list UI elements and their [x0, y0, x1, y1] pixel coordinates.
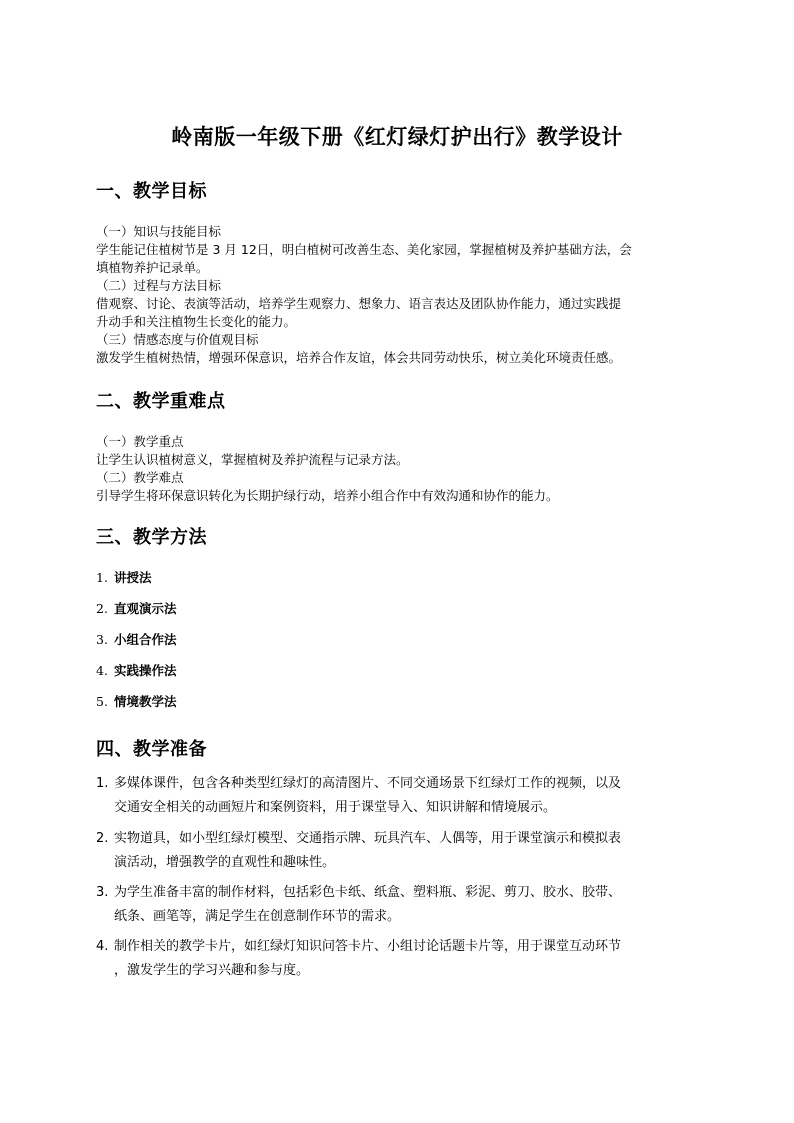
list-item: [96, 661, 177, 681]
list-item-text: 小组合作法: [114, 632, 177, 647]
goals-text-line: 升动手和关注植物生长变化的能力。: [96, 314, 297, 329]
list-item: [96, 935, 702, 983]
list-item-text: 制作相关的教学卡片，如红绿灯知识问答卡片、小组讨论话题卡片等，用于课堂互动环节: [114, 939, 622, 954]
section-heading-methods: 三、教学方法: [96, 527, 207, 548]
goals-subheading-knowledge: （一）知识与技能目标: [96, 224, 222, 239]
key-points-subheading-focus: （一）教学重点: [96, 434, 184, 449]
list-item-text: 为学生准备丰富的制作材料，包括彩色卡纸、纸盒、塑料瓶、彩泥、剪刀、胶水、胶带、: [114, 885, 622, 900]
methods-list: [96, 568, 702, 718]
section-heading-goals: 一、教学目标: [96, 181, 207, 202]
list-item-text: 情境教学法: [114, 694, 177, 709]
section-heading-key-points: 二、教学重难点: [96, 391, 226, 412]
key-points-text-line: 引导学生将环保意识转化为长期护绿行动，培养小组合作中有效沟通和协作的能力。: [96, 488, 559, 503]
key-points-text-line: 让学生认识植树意义，掌握植树及养护流程与记录方法。: [96, 452, 409, 467]
list-item-text: 直观演示法: [114, 601, 177, 616]
goals-text-line: 激发学生植树热情，增强环保意识，培养合作友谊，体会共同劳动快乐，树立美化环境责任感。: [96, 350, 622, 365]
goals-text-line: 借观察、讨论、表演等活动，培养学生观察力、想象力、语言表达及团队协作能力，通过实践提: [96, 296, 622, 311]
list-item-number: 3.: [96, 632, 108, 647]
list-item: [96, 827, 702, 875]
key-points-body: [96, 433, 702, 505]
document-title: 岭南版一年级下册《红灯绿灯护出行》教学设计: [171, 124, 623, 149]
goals-text-line: 填植物养护记录单。: [96, 260, 209, 275]
list-item: [96, 692, 177, 712]
list-item-number: 2.: [96, 831, 109, 846]
list-item-text: 演活动，增强教学的直观性和趣味性。: [114, 855, 336, 870]
list-item: [96, 881, 702, 929]
list-item-text: 纸条、画笔等，满足学生在创意制作环节的需求。: [114, 909, 401, 924]
preparation-list: [96, 772, 702, 982]
list-item-number: 4.: [96, 663, 108, 678]
list-item-number: 4.: [96, 939, 109, 954]
list-item-text: 多媒体课件，包含各种类型红绿灯的高清图片、不同交通场景下红绿灯工作的视频，以及: [114, 776, 622, 791]
list-item-text: 讲授法: [114, 570, 152, 585]
section-heading-preparation: 四、教学准备: [96, 739, 207, 760]
list-item-number: 2.: [96, 601, 108, 616]
list-item: [96, 599, 177, 619]
list-item-text: 实践操作法: [114, 663, 177, 678]
goals-subheading-attitude: （三）情感态度与价值观目标: [96, 332, 259, 347]
list-item-number: 3.: [96, 885, 109, 900]
list-item-number: 5.: [96, 694, 108, 709]
list-item-text: ，激发学生的学习兴趣和参与度。: [114, 963, 310, 978]
list-item: [96, 568, 152, 588]
goals-body: [96, 223, 702, 367]
list-item: [96, 630, 177, 650]
goals-subheading-process: （二）过程与方法目标: [96, 278, 222, 293]
goals-text-line: 学生能记住植树节是 3 月 12日，明白植树可改善生态、美化家园，掌握植树及养护基础方法，会: [96, 242, 632, 257]
list-item: [96, 772, 702, 820]
list-item-number: 1.: [96, 570, 108, 585]
list-item-text: 交通安全相关的动画短片和案例资料，用于课堂导入、知识讲解和情境展示。: [114, 800, 557, 815]
list-item-number: 1.: [96, 776, 109, 791]
key-points-subheading-difficulty: （二）教学难点: [96, 470, 184, 485]
list-item-text: 实物道具，如小型红绿灯模型、交通指示牌、玩具汽车、人偶等，用于课堂演示和模拟表: [114, 831, 622, 846]
